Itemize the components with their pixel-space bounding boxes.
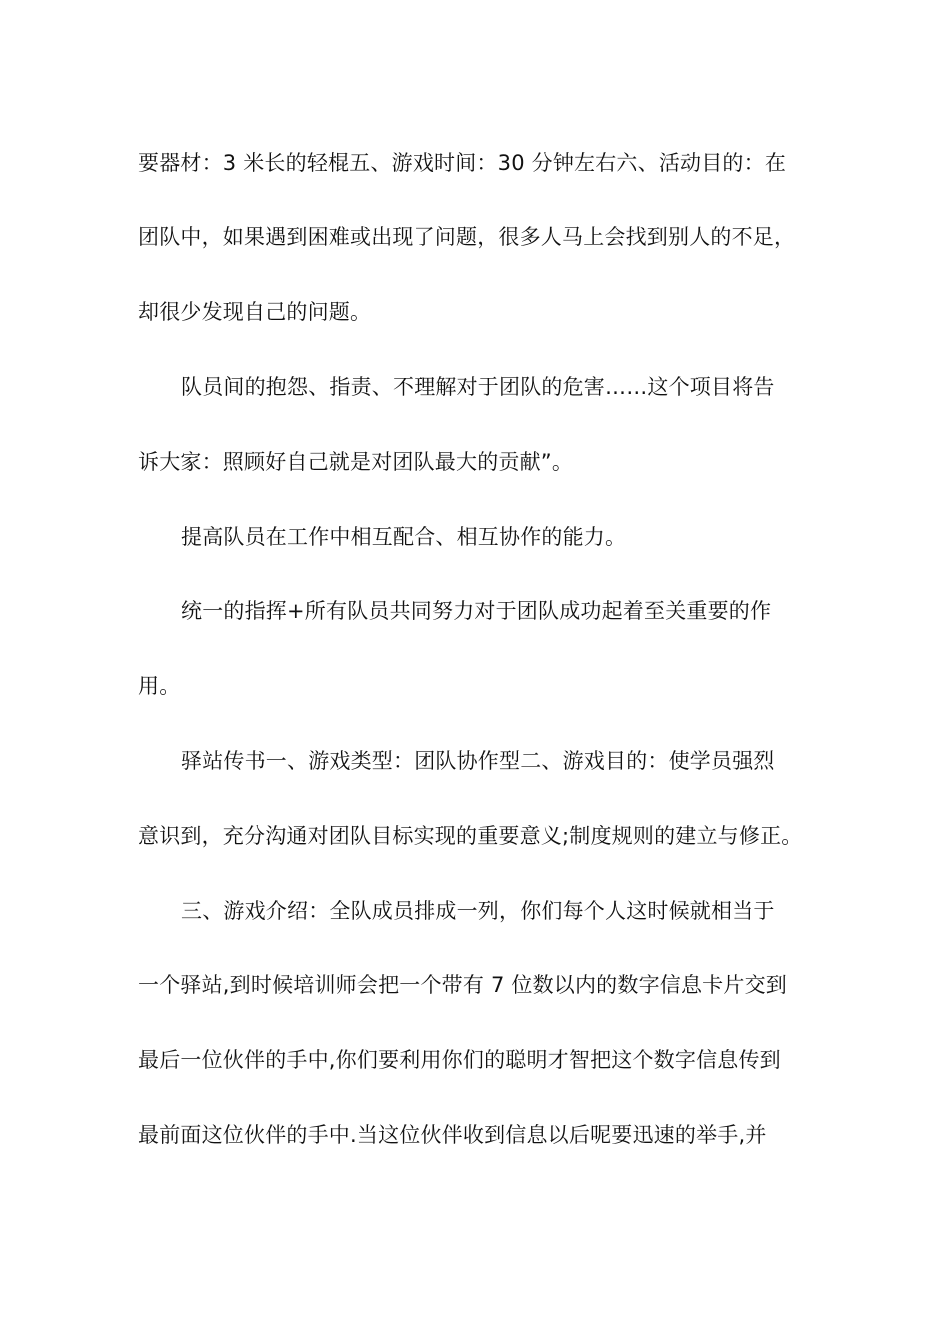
- paragraph-start-line: 队员间的抱怨、指责、不理解对于团队的危害……这个项目将告: [181, 375, 775, 399]
- paragraph-start-line: 三、游戏介绍：全队成员排成一列，你们每个人这时候就相当于: [181, 899, 775, 923]
- text-line: 意识到，充分沟通对团队目标实现的重要意义;制度规则的建立与修正。: [138, 824, 803, 848]
- paragraph-start-line: 统一的指挥+所有队员共同努力对于团队成功起着至关重要的作: [181, 599, 772, 623]
- text-line: 要器材：3 米长的轻棍五、游戏时间：30 分钟左右六、活动目的：在: [138, 151, 787, 175]
- paragraph-start-line: 提高队员在工作中相互配合、相互协作的能力。: [181, 525, 627, 549]
- text-line: 一个驿站,到时候培训师会把一个带有 7 位数以内的数字信息卡片交到: [138, 973, 787, 997]
- text-line: 团队中，如果遇到困难或出现了问题，很多人马上会找到别人的不足，: [138, 225, 796, 249]
- text-line: 最前面这位伙伴的手中.当这位伙伴收到信息以后呢要迅速的举手,并: [138, 1123, 767, 1147]
- text-line: 最后一位伙伴的手中,你们要利用你们的聪明才智把这个数字信息传到: [138, 1048, 781, 1072]
- text-line: 却很少发现自己的问题。: [138, 300, 372, 324]
- text-line: 用。: [138, 674, 181, 698]
- text-line: 诉大家：照顾好自己就是对团队最大的贡献”。: [138, 450, 574, 474]
- paragraph-start-line: 驿站传书一、游戏类型：团队协作型二、游戏目的：使学员强烈: [181, 749, 775, 773]
